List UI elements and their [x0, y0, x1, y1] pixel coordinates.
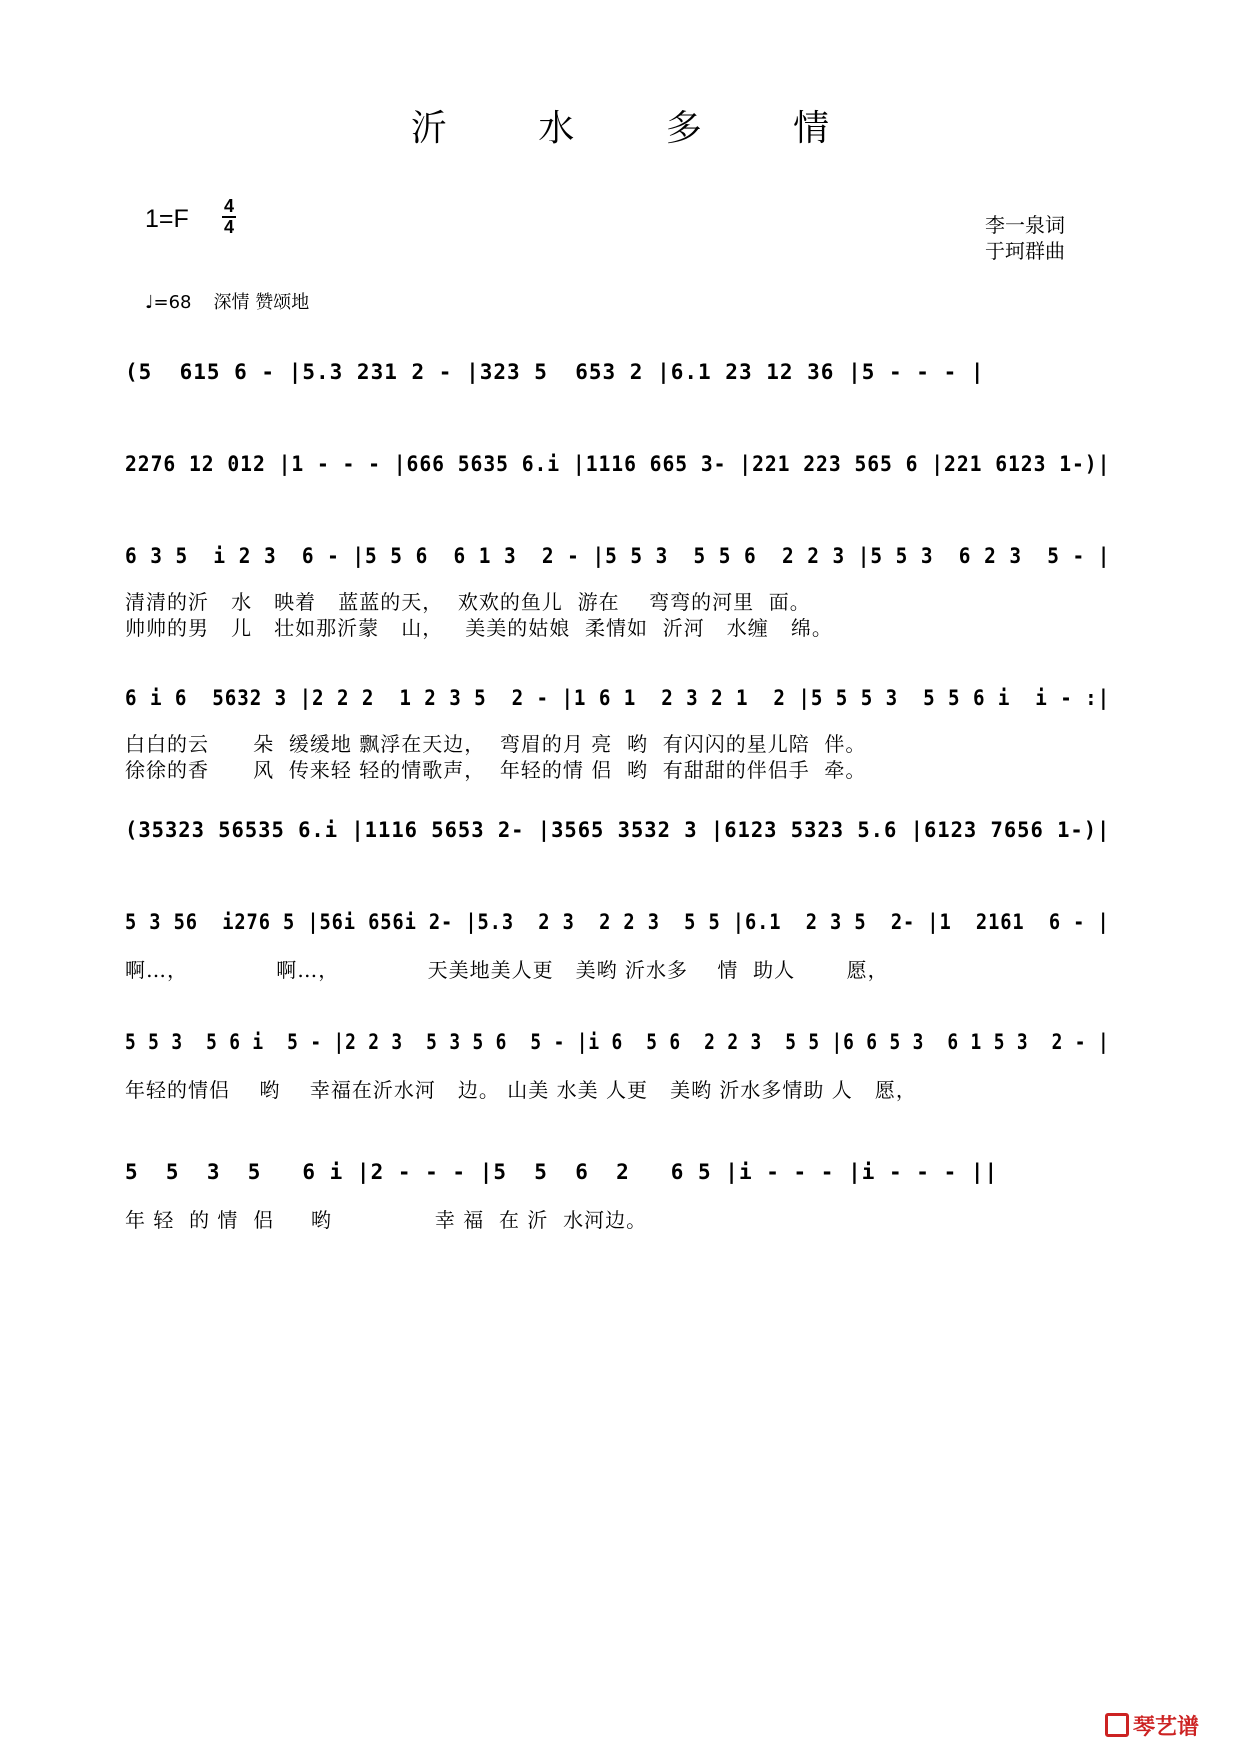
- notes-text: 2276 12 012 |1 - - - |666 5635 6.i |1116 665 3- |221 223 565 6 |221 6123 1-)|: [125, 452, 1111, 476]
- notes-line-3: [125, 544, 1115, 574]
- song-title: 沂 水 多 情: [410, 108, 870, 149]
- notes-line-5: [125, 818, 1115, 848]
- lyrics-line-3-verse-2: 帅帅的男 儿 壮如那沂蒙 山， 美美的姑娘 柔情如 沂河 水缠 绵。: [125, 616, 833, 640]
- tempo-marking: [145, 288, 309, 314]
- logo-icon: [1105, 1713, 1129, 1737]
- notes-line-8: [125, 1160, 1115, 1190]
- lyrics-line-6: 啊…， 啊…， 天美地美人更 美哟 沂水多 情 助人 愿，: [125, 958, 889, 982]
- time-signature: [222, 198, 236, 236]
- expression-marking: 深情 赞颂地: [213, 292, 310, 313]
- notes-text: 5 5 3 5 6 i |2 - - - |5 5 6 2 6 5 |i - - - |i - - - ||: [125, 1160, 999, 1184]
- key-signature: 1=F: [145, 205, 189, 233]
- lyrics-line-4-verse-2: 徐徐的香 风 传来轻 轻的情歌声， 年轻的情 侣 哟 有甜甜的伴侣手 牵。: [125, 758, 867, 782]
- notes-text: (5 615 6 - |5.3 231 2 - |323 5 653 2 |6.1 23 12 36 |5 - - - |: [125, 360, 985, 384]
- lyrics-line-4-verse-1: 白白的云 朵 缓缓地 飘浮在天边， 弯眉的月 亮 哟 有闪闪的星儿陪 伴。: [125, 732, 867, 756]
- notes-line-7: [125, 1030, 1115, 1060]
- tempo-value: ♩=68: [145, 292, 192, 313]
- notes-text: 5 5 3 5 6 i 5 - |2 2 3 5 3 5 6 5 - |i 6 5 6 2 2 3 5 5 |6 6 5 3 6 1 5 3 2 - |: [125, 1030, 1110, 1054]
- credits: [985, 212, 1065, 264]
- lyrics-line-3-verse-1: 清清的沂 水 映着 蓝蓝的天， 欢欢的鱼儿 游在 弯弯的河里 面。: [125, 590, 811, 614]
- lyricist: 李一泉词: [985, 213, 1065, 237]
- notes-text: 6 i 6 5632 3 |2 2 2 1 2 3 5 2 - |1 6 1 2 3 2 1 2 |5 5 5 3 5 5 6 i i - :|: [125, 686, 1111, 710]
- notes-line-1: [125, 360, 1115, 390]
- notes-text: (35323 56535 6.i |1116 5653 2- |3565 3532 3 |6123 5323 5.6 |6123 7656 1-)|: [125, 818, 1111, 842]
- composer: 于珂群曲: [985, 239, 1065, 263]
- notes-line-2: [125, 452, 1115, 482]
- notes-text: 5 3 56 i276 5 |56i 656i 2- |5.3 2 3 2 2 3 5 5 |6.1 2 3 5 2- |1 2161 6 - |: [125, 910, 1110, 934]
- notes-line-6: [125, 910, 1115, 940]
- lyrics-line-8: 年 轻 的 情 侣 哟 幸 福 在 沂 水河边。: [125, 1208, 648, 1232]
- logo-text: 琴艺谱: [1133, 1715, 1200, 1740]
- site-logo: [1105, 1710, 1199, 1741]
- notes-text: 6 3 5 i 2 3 6 - |5 5 6 6 1 3 2 - |5 5 3 5 5 6 2 2 3 |5 5 3 6 2 3 5 - |: [125, 544, 1111, 568]
- notes-line-4: [125, 686, 1115, 716]
- time-signature-top: 4: [223, 196, 234, 216]
- time-signature-bottom: 4: [223, 217, 234, 237]
- lyrics-line-7: 年轻的情侣 哟 幸福在沂水河 边。 山美 水美 人更 美哟 沂水多情助 人 愿，: [125, 1078, 917, 1102]
